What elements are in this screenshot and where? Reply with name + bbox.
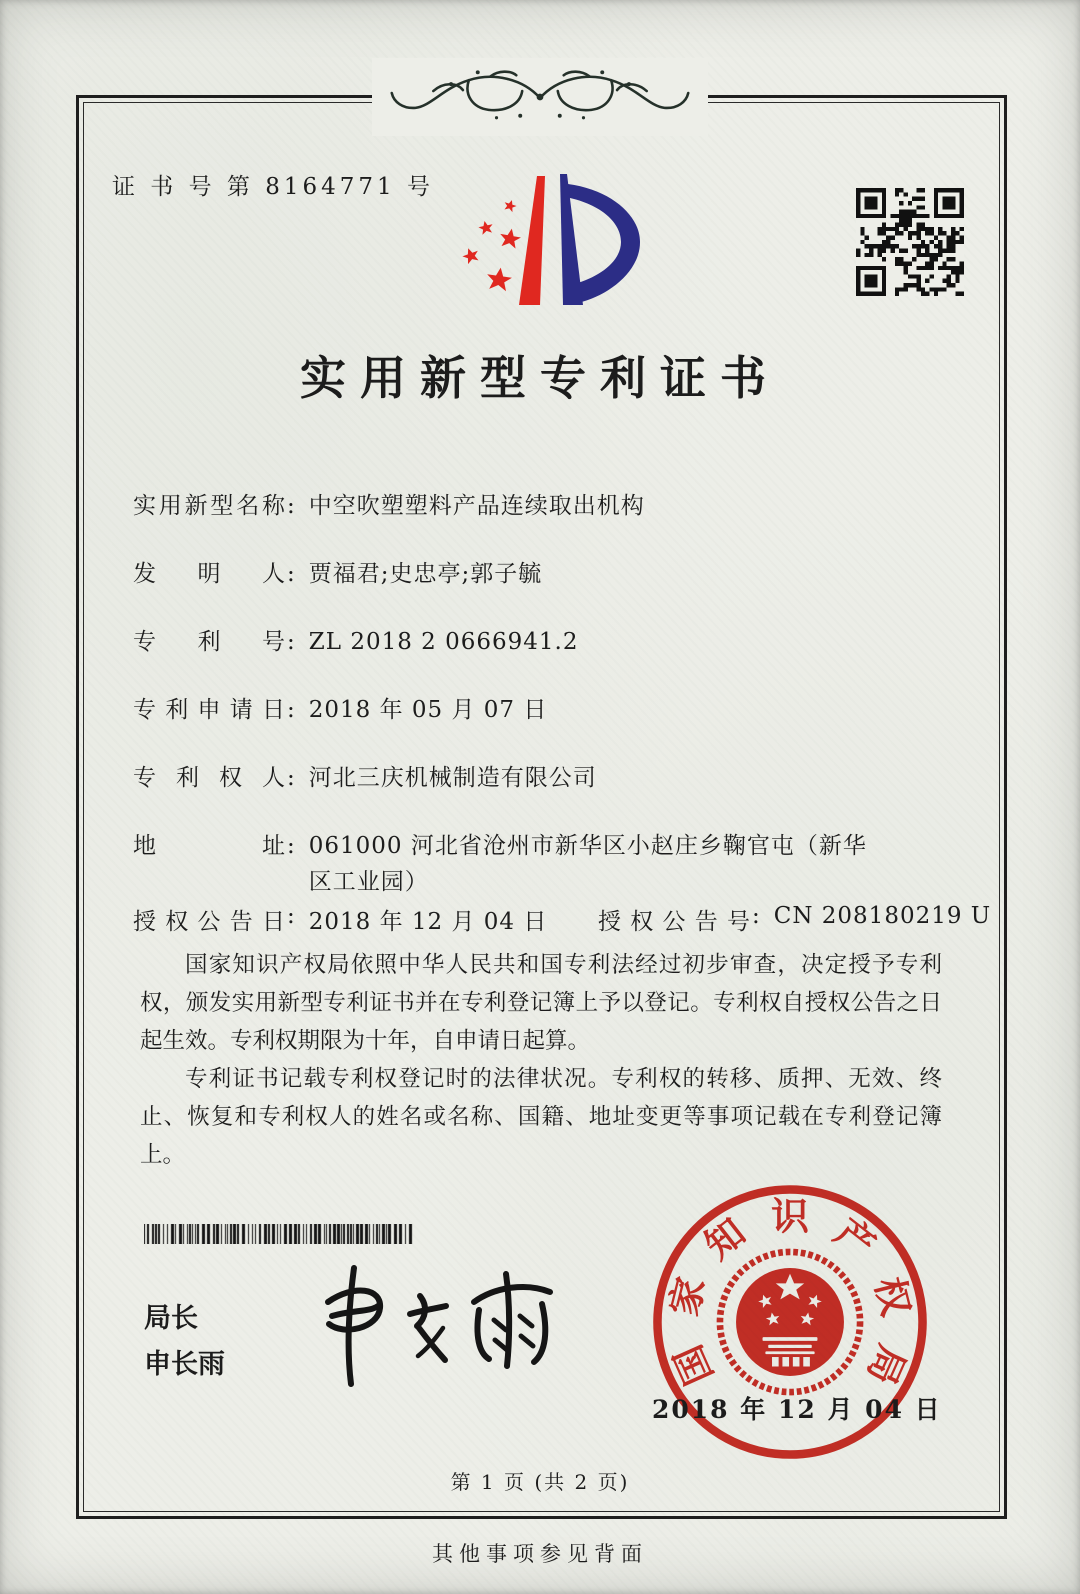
field-colon: :	[287, 833, 295, 859]
svg-text:家: 家	[660, 1272, 714, 1321]
barcode	[144, 1224, 414, 1244]
field-grant-date	[133, 903, 547, 936]
officer-title: 局长	[144, 1303, 198, 1334]
field-inventors	[133, 556, 542, 592]
field-value: 中空吹塑塑料产品连续取出机构	[308, 493, 645, 519]
field-grant-number	[598, 903, 991, 936]
border-ornament-icon	[372, 58, 708, 136]
svg-text:局: 局	[858, 1338, 916, 1392]
officer-name: 申长雨	[144, 1349, 225, 1380]
svg-text:国: 国	[664, 1338, 722, 1392]
back-side-note: 其他事项参见背面	[432, 1542, 648, 1566]
field-label: 授权公告日	[133, 909, 285, 935]
field-colon: :	[287, 697, 295, 723]
field-value: 河北三庆机械制造有限公司	[308, 765, 597, 791]
field-colon: :	[752, 903, 760, 929]
seal-date: 2018 年 12 月 04 日	[652, 1395, 942, 1424]
signature-handwriting	[298, 1256, 584, 1398]
field-address	[133, 828, 891, 900]
field-value: ZL 2018 2 0666941.2	[308, 629, 579, 655]
svg-text:产: 产	[826, 1209, 885, 1268]
field-label: 专利权人	[133, 765, 285, 791]
certificate-number: 证 书 号 第 8164771 号	[112, 174, 434, 200]
field-colon: :	[287, 493, 295, 519]
field-patentee	[133, 760, 597, 796]
field-label: 地址	[133, 833, 285, 859]
field-utility-model-name	[133, 488, 645, 524]
field-value: 2018 年 12 月 04 日	[308, 909, 548, 935]
officer-block	[144, 1296, 225, 1388]
field-label: 专利号	[133, 629, 285, 655]
field-label: 授权公告号	[598, 909, 750, 935]
field-colon: :	[287, 765, 295, 791]
field-colon: :	[287, 561, 295, 587]
qr-code	[856, 188, 964, 296]
field-label: 实用新型名称	[133, 493, 285, 519]
field-filing-date	[133, 692, 547, 728]
cnipa-logo-icon	[440, 162, 645, 314]
legal-paragraph-2: 专利证书记载专利权登记时的法律状况。专利权的转移、质押、无效、终止、恢复和专利权人的姓名或名称、国籍、地址变更等事项记载在专利登记簿上。	[140, 1066, 942, 1168]
legal-paragraph-1: 国家知识产权局依照中华人民共和国专利法经过初步审查，决定授予专利权，颁发实用新型专利证书并在专利登记簿上予以登记。专利权自授权公告之日起生效。专利权期限为十年，自申请日起算。	[140, 952, 942, 1054]
field-patent-number	[133, 624, 578, 660]
svg-text:权: 权	[866, 1272, 920, 1321]
legal-text	[140, 946, 942, 1174]
field-label: 专利申请日	[133, 697, 285, 723]
svg-text:知: 知	[695, 1209, 754, 1268]
field-value: 贾福君;史忠亭;郭子毓	[308, 561, 543, 587]
field-value: 061000 河北省沧州市新华区小赵庄乡鞠官屯（新华区工业园）	[308, 833, 867, 895]
field-value: 2018 年 05 月 07 日	[308, 697, 548, 723]
page-number: 第 1 页 (共 2 页)	[450, 1470, 630, 1494]
certificate-title: 实用新型专利证书	[300, 351, 780, 405]
field-value: CN 208180219 U	[773, 903, 992, 929]
field-colon: :	[287, 903, 295, 929]
field-colon: :	[287, 629, 295, 655]
svg-text:识: 识	[771, 1193, 809, 1239]
field-label: 发明人	[133, 561, 285, 587]
